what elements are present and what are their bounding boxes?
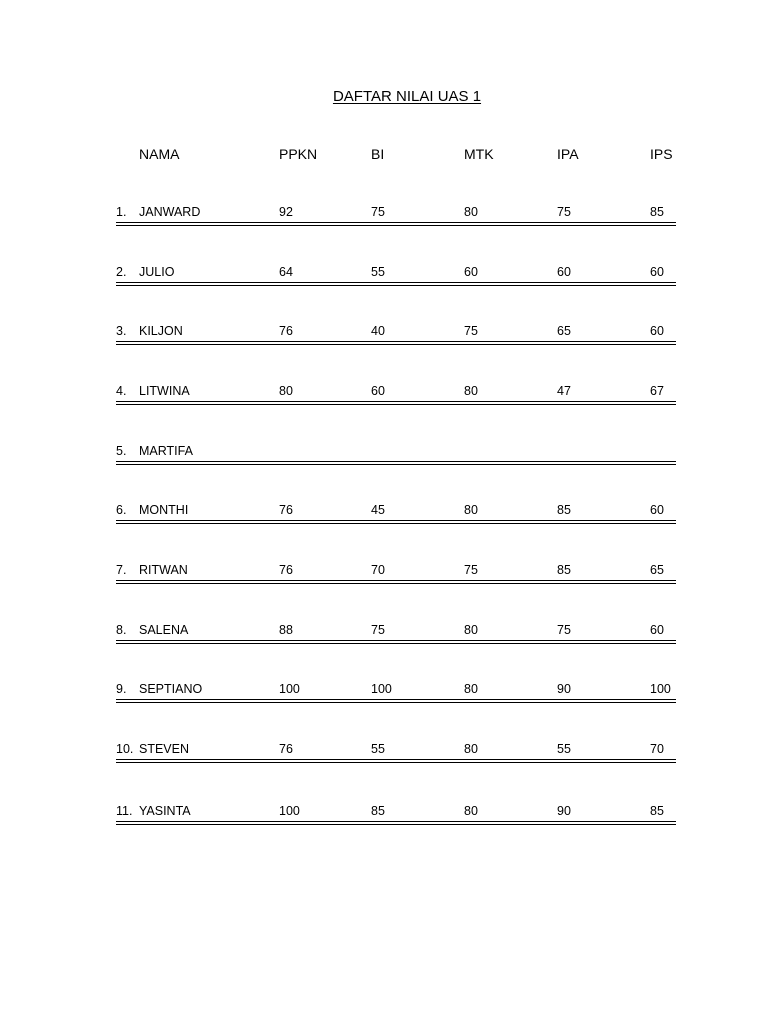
score-bi: 75 [371, 623, 385, 637]
score-mtk: 80 [464, 384, 478, 398]
row-number: 11. [116, 804, 133, 818]
row-number: 8. [116, 623, 127, 637]
score-ppkn: 76 [279, 324, 293, 338]
score-ppkn: 76 [279, 503, 293, 517]
score-mtk: 80 [464, 804, 478, 818]
row-number: 9. [116, 682, 127, 696]
row-number: 4. [116, 384, 127, 398]
score-mtk: 75 [464, 563, 478, 577]
table-row [116, 502, 676, 524]
score-ips: 85 [650, 205, 664, 219]
score-ips: 60 [650, 503, 664, 517]
score-mtk: 80 [464, 623, 478, 637]
score-ipa: 65 [557, 324, 571, 338]
student-name: STEVEN [139, 742, 190, 756]
row-number: 10. [116, 742, 134, 756]
table-row [116, 622, 676, 644]
score-mtk: 60 [464, 265, 478, 279]
score-bi: 85 [371, 804, 385, 818]
table-header [116, 146, 676, 166]
student-name: MARTIFA [139, 444, 193, 458]
table-row [116, 443, 676, 465]
table-row [116, 741, 676, 763]
score-bi: 60 [371, 384, 385, 398]
score-ipa: 75 [557, 205, 571, 219]
table-row [116, 681, 676, 703]
score-bi: 70 [371, 563, 385, 577]
header-ips: IPS [650, 146, 673, 162]
score-ips: 70 [650, 742, 664, 756]
student-name: MONTHI [139, 503, 189, 517]
page-title: DAFTAR NILAI UAS 1 [332, 88, 482, 105]
student-name: KILJON [139, 324, 183, 338]
header-ppkn: PPKN [279, 146, 318, 162]
score-bi: 45 [371, 503, 385, 517]
score-ips: 65 [650, 563, 664, 577]
score-bi: 40 [371, 324, 385, 338]
score-ppkn: 64 [279, 265, 293, 279]
header-bi: BI [371, 146, 385, 162]
score-mtk: 75 [464, 324, 478, 338]
score-ppkn: 76 [279, 563, 293, 577]
score-ips: 60 [650, 324, 664, 338]
score-ipa: 55 [557, 742, 571, 756]
student-name: SALENA [139, 623, 189, 637]
score-ppkn: 100 [279, 682, 300, 696]
student-name: JANWARD [139, 205, 201, 219]
header-mtk: MTK [464, 146, 494, 162]
score-ppkn: 76 [279, 742, 293, 756]
row-number: 5. [116, 444, 127, 458]
table-row [116, 383, 676, 405]
row-number: 2. [116, 265, 127, 279]
score-ppkn: 92 [279, 205, 293, 219]
table-row [116, 204, 676, 226]
score-ipa: 90 [557, 804, 571, 818]
score-bi: 75 [371, 205, 385, 219]
row-number: 1. [116, 205, 127, 219]
score-bi: 100 [371, 682, 392, 696]
score-ppkn: 88 [279, 623, 293, 637]
score-ips: 100 [650, 682, 671, 696]
student-name: SEPTIANO [139, 682, 203, 696]
header-ipa: IPA [557, 146, 579, 162]
score-ipa: 85 [557, 563, 571, 577]
student-name: JULIO [139, 265, 175, 279]
student-name: YASINTA [139, 804, 191, 818]
score-ppkn: 80 [279, 384, 293, 398]
row-number: 7. [116, 563, 127, 577]
score-bi: 55 [371, 265, 385, 279]
score-mtk: 80 [464, 682, 478, 696]
score-ipa: 90 [557, 682, 571, 696]
table-row [116, 803, 676, 825]
table-row [116, 323, 676, 345]
score-ipa: 47 [557, 384, 571, 398]
score-ppkn: 100 [279, 804, 300, 818]
score-ipa: 60 [557, 265, 571, 279]
score-ips: 60 [650, 265, 664, 279]
student-name: RITWAN [139, 563, 188, 577]
score-ipa: 85 [557, 503, 571, 517]
score-ips: 67 [650, 384, 664, 398]
row-number: 3. [116, 324, 127, 338]
score-bi: 55 [371, 742, 385, 756]
header-nama: NAMA [139, 146, 180, 162]
table-row [116, 562, 676, 584]
row-number: 6. [116, 503, 127, 517]
student-name: LITWINA [139, 384, 190, 398]
score-ipa: 75 [557, 623, 571, 637]
score-ips: 85 [650, 804, 664, 818]
score-ips: 60 [650, 623, 664, 637]
score-mtk: 80 [464, 205, 478, 219]
score-mtk: 80 [464, 742, 478, 756]
score-mtk: 80 [464, 503, 478, 517]
table-row [116, 264, 676, 286]
